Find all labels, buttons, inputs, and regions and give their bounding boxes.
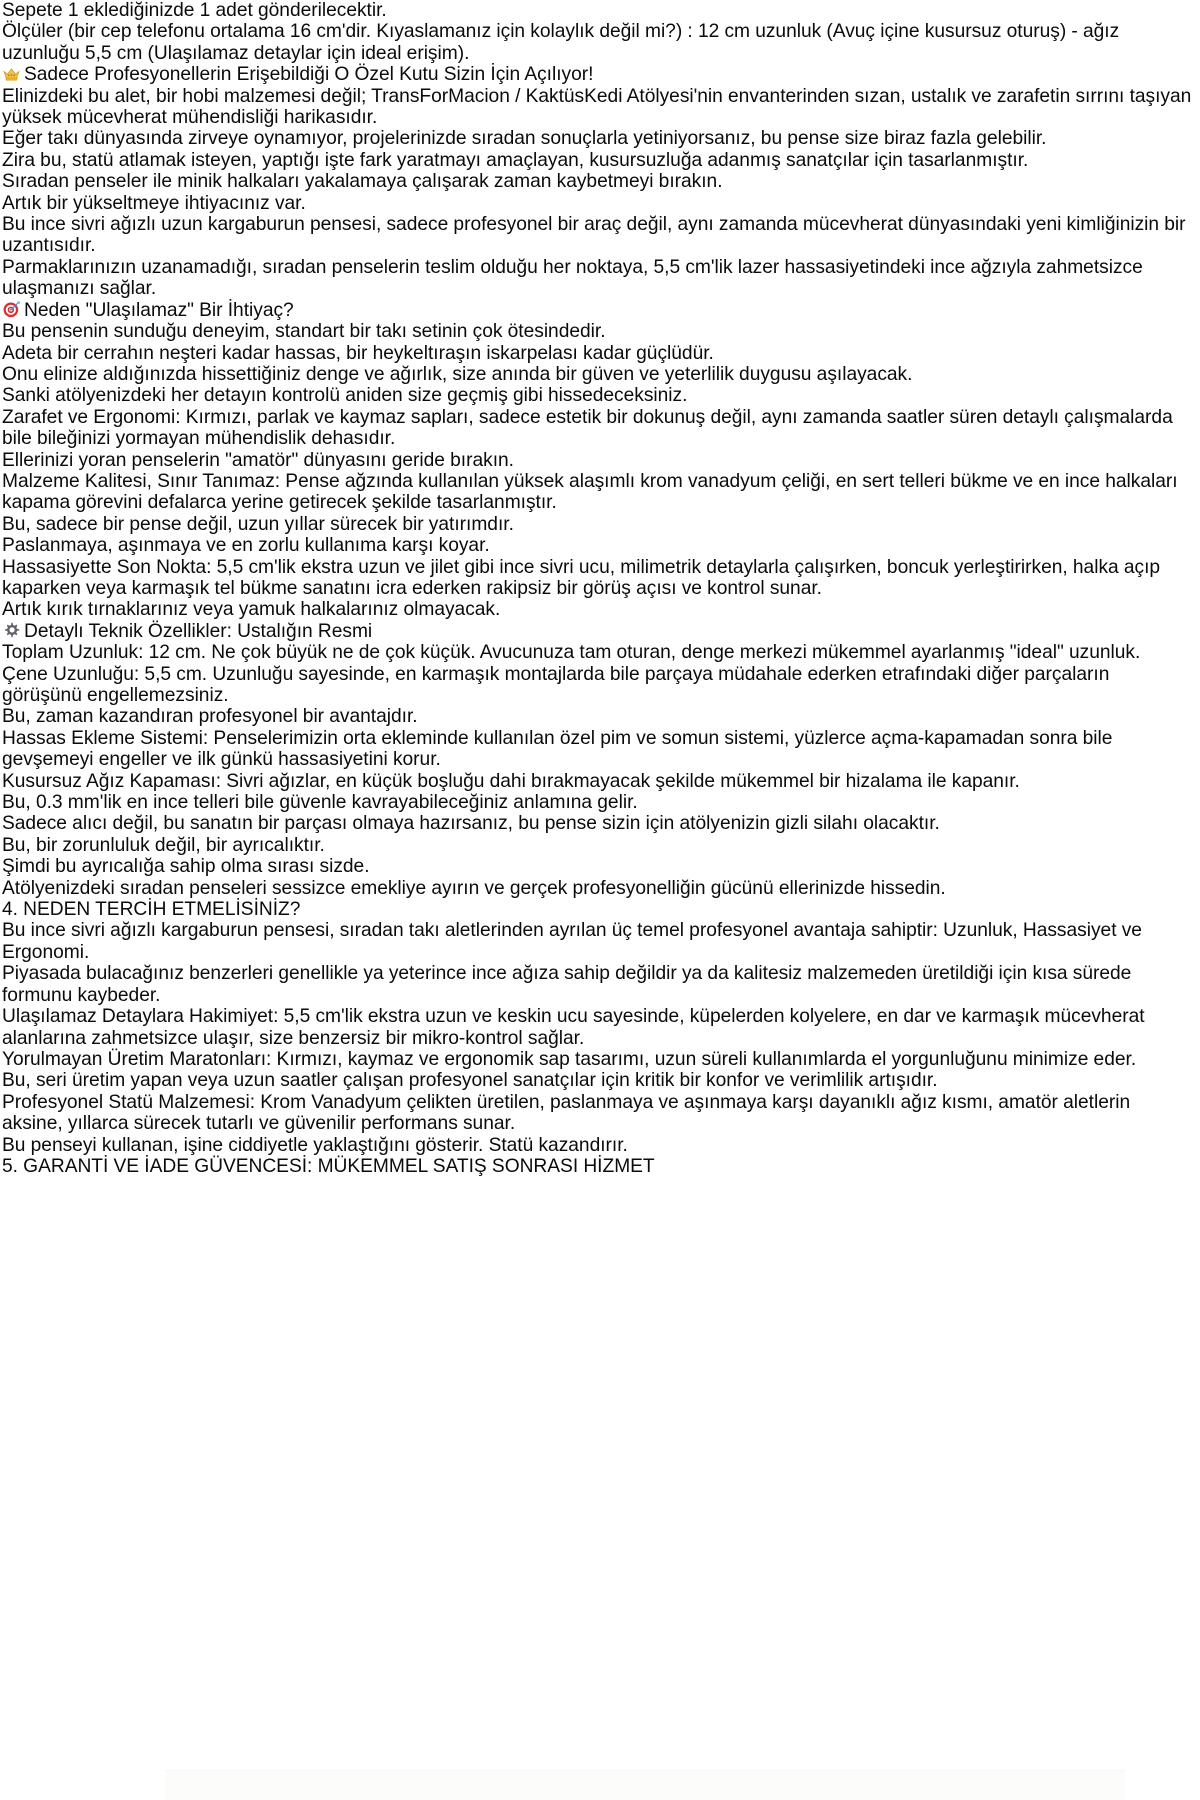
text-line: Toplam Uzunluk: 12 cm. Ne çok büyük ne de çok küçük. Avucunuza tam oturan, denge merkezi mükemmel ayarlanmış "ideal" uzunluk. (2, 642, 1141, 664)
text-line-with-target (2, 300, 1192, 321)
crown-icon (2, 64, 21, 83)
text-line: Paslanmaya, aşınmaya ve en zorlu kullanıma karşı koyar. (2, 535, 490, 557)
text-line: Zira bu, statü atlamak isteyen, yaptığı işte fark yaratmayı amaçlayan, kusursuzluğa adanmış sanatçılar için tasarlanmıştır. (2, 149, 1029, 171)
text-line: Sadece alıcı değil, bu sanatın bir parçası olmaya hazırsanız, bu pense sizin için atölyenizin gizli silahı olacaktır. (2, 813, 940, 835)
text-line-label: Detaylı Teknik Özellikler: Ustalığın Resmi (24, 620, 373, 642)
text-line: Sıradan penseler ile minik halkaları yakalamaya çalışarak zaman kaybetmeyi bırakın. (2, 171, 723, 193)
text-line: Bu, 0.3 mm'lik en ince telleri bile güvenle kavrayabileceğiniz anlamına gelir. (2, 792, 638, 814)
text-line: Hassas Ekleme Sistemi: Penselerimizin orta ekleminde kullanılan özel pim ve somun sistemi, yüzlerce açma-kapamadan sonra bile gevşemeyi engeller ve ilk günkü hassasiyetini korur. (2, 727, 1113, 771)
target-icon (2, 300, 21, 319)
text-line: Profesyonel Statü Malzemesi: Krom Vanadyum çelikten üretilen, paslanmaya ve aşınmaya karşı dayanıklı ağız kısmı, amatör aletlerin aksine, yıllarca sürecek tutarlı ve güvenilir performans sunar. (2, 1091, 1131, 1135)
text-line: Bu ince sivri ağızlı uzun kargaburun pensesi, sadece profesyonel bir araç değil, aynı zamanda mücevherat dünyasındaki yeni kimliğinizin bir uzantısıdır. (2, 214, 1186, 257)
bottom-placeholder-panel (165, 1770, 1125, 1800)
text-line: Bu pensenin sunduğu deneyim, standart bir takı setinin çok ötesindedir. (2, 321, 606, 343)
gear-icon (2, 621, 21, 640)
text-line: Bu, zaman kazandıran profesyonel bir avantajdır. (2, 706, 418, 728)
section-heading-why-choose: 4. NEDEN TERCİH ETMELİSİNİZ? (2, 899, 301, 921)
text-line: Malzeme Kalitesi, Sınır Tanımaz: Pense ağzında kullanılan yüksek alaşımlı krom vanadyum çeliği, en sert telleri bükme ve en ince halkaları kapama görevini defalarca yerine getirecek şekilde tasarlanmıştır. (2, 470, 1178, 514)
text-line: Adeta bir cerrahın neşteri kadar hassas, bir heykeltıraşın iskarpelası kadar güçlüdür. (2, 342, 714, 364)
text-line-with-gear (2, 621, 1192, 642)
text-line: Bu, sadece bir pense değil, uzun yıllar sürecek bir yatırımdır. (2, 513, 514, 535)
text-line: Piyasada bulacağınız benzerleri genellikle ya yeterince ince ağıza sahip değildir ya da kalitesiz malzemeden üretildiği için kısa sürede formunu kaybeder. (2, 963, 1132, 1006)
text-line: Parmaklarınızın uzanamadığı, sıradan penselerin teslim olduğu her noktaya, 5,5 cm'lik lazer hassasiyetindeki ince ağzıyla zahmetsizce ulaşmanızı sağlar. (2, 256, 1143, 300)
text-line: Atölyenizdeki sıradan penseleri sessizce emekliye ayırın ve gerçek profesyonelliğin gücünü ellerinizde hissedin. (2, 877, 946, 899)
text-line: Ulaşılamaz Detaylara Hakimiyet: 5,5 cm'lik ekstra uzun ve keskin ucu sayesinde, küpelerden kolyelere, en dar ve karmaşık mücevherat alanlarına zahmetsizce ulaşır, size benzersiz bir mikro-kontrol sağlar. (2, 1006, 1145, 1049)
text-line: Bu ince sivri ağızlı kargaburun pensesi, sıradan takı aletlerinden ayrılan üç temel profesyonel avantaja sahiptir: Uzunluk, Hassasiyet ve Ergonomi. (2, 920, 1142, 963)
text-line: Artık kırık tırnaklarınız veya yamuk halkalarınız olmayacak. (2, 599, 501, 621)
text-line: Zarafet ve Ergonomi: Kırmızı, parlak ve kaymaz sapları, sadece estetik bir dokunuş değil, aynı zamanda saatler süren detaylı çalışmalarda bile bileğinizi yormayan mühendislik dehasıdır. (2, 406, 1173, 450)
text-line: Yorulmayan Üretim Maratonları: Kırmızı, kaymaz ve ergonomik sap tasarımı, uzun süreli kullanımlarda el yorgunluğunu minimize eder. (2, 1048, 1137, 1070)
section-heading-warranty: 5. GARANTİ VE İADE GÜVENCESİ: MÜKEMMEL SATIŞ SONRASI HİZMET (2, 1155, 655, 1177)
text-line: Bu penseyi kullanan, işine ciddiyetle yaklaştığını gösterir. Statü kazandırır. (2, 1134, 628, 1156)
text-line: Bu, seri üretim yapan veya uzun saatler çalışan profesyonel sanatçılar için kritik bir konfor ve verimlilik artışıdır. (2, 1070, 938, 1092)
text-line: Eğer takı dünyasında zirveye oynamıyor, projelerinizde sıradan sonuçlarla yetiniyorsanız, bu pense size biraz fazla gelebilir. (2, 128, 1047, 150)
text-line: Sepete 1 eklediğinizde 1 adet gönderilecektir. (2, 0, 387, 21)
text-line: Bu, bir zorunluluk değil, bir ayrıcalıktır. (2, 834, 325, 856)
text-line: Şimdi bu ayrıcalığa sahip olma sırası sizde. (2, 856, 370, 878)
text-line: Ölçüler (bir cep telefonu ortalama 16 cm'dir. Kıyaslamanız için kolaylık değil mi?) : 12 cm uzunluk (Avuç içine kusursuz oturuş) - ağız uzunluğu 5,5 cm (Ulaşılamaz detaylar için ideal erişim). (2, 21, 1120, 64)
text-line: Sanki atölyenizdeki her detayın kontrolü aniden size geçmiş gibi hissedeceksiniz. (2, 385, 688, 407)
text-line: Çene Uzunluğu: 5,5 cm. Uzunluğu sayesinde, en karmaşık montajlarda bile parçaya müdahale ederken etrafındaki diğer parçaların görüşünü engellemezsiniz. (2, 663, 1110, 706)
text-line: Hassasiyette Son Nokta: 5,5 cm'lik ekstra uzun ve jilet gibi ince sivri ucu, milimetrik detaylarla çalışırken, boncuk yerleştirirken, halka açıp kaparken veya karmaşık tel bükme sanatını icra ederken rakipsiz bir görüş açısı ve kontrol sunar. (2, 556, 1161, 599)
text-line-with-crown (2, 64, 1192, 85)
text-line: Artık bir yükseltmeye ihtiyacınız var. (2, 192, 306, 214)
text-line-label: Sadece Profesyonellerin Erişebildiği O Özel Kutu Sizin İçin Açılıyor! (24, 64, 594, 86)
text-line: Onu elinize aldığınızda hissettiğiniz denge ve ağırlık, size anında bir güven ve yeterlilik duygusu aşılayacak. (2, 363, 913, 385)
text-line: Ellerinizi yoran penselerin "amatör" dünyasını geride bırakın. (2, 449, 514, 471)
text-line-label: Neden "Ulaşılamaz" Bir İhtiyaç? (24, 299, 294, 321)
text-line: Kusursuz Ağız Kapaması: Sivri ağızlar, en küçük boşluğu dahi bırakmayacak şekilde mükemmel bir hizalama ile kapanır. (2, 770, 1020, 792)
text-line: Elinizdeki bu alet, bir hobi malzemesi değil; TransForMacion / KaktüsKedi Atölyesi'nin envanterinden sızan, ustalık ve zarafetin sırrını taşıyan yüksek mücevherat mühendisliği harikasıdır. (2, 85, 1192, 129)
